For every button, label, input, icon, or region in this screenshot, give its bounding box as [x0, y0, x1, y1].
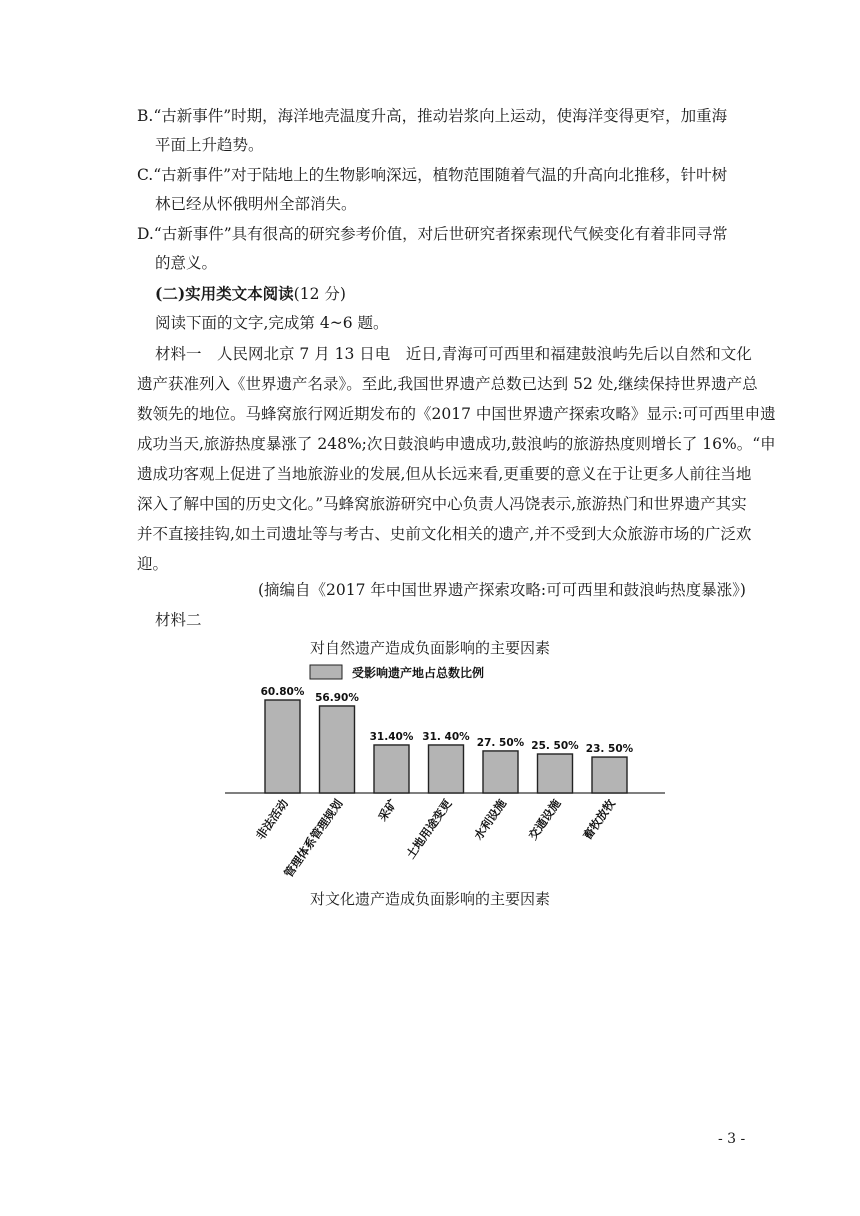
material1-line-6: 深入了解中国的历史文化。”马蜂窝旅游研究中心负责人冯饶表示,旅游热门和世界遗产其实: [137, 495, 747, 513]
bar: [592, 757, 627, 793]
data-label: 56.90%: [315, 691, 359, 704]
option-c-line-2: 林已经从怀俄明州全部消失。: [155, 195, 357, 213]
material1-line-4: 成功当天,旅游热度暴涨了 248%;次日鼓浪屿申遗成功,鼓浪屿的旅游热度则增长了 16%。“申: [137, 435, 776, 453]
data-label: 31.40%: [369, 730, 414, 743]
data-label: 25. 50%: [531, 739, 579, 752]
category-label: 畜牧放牧: [580, 796, 618, 843]
bar: [483, 751, 518, 793]
bar: [374, 745, 409, 793]
option-b-line-1: B.“古新事件”时期，海洋地壳温度升高，推动岩浆向上运动，使海洋变得更窄，加重海: [137, 107, 728, 125]
bar: [538, 754, 573, 793]
option-d-line-2: 的意义。: [155, 254, 218, 272]
category-label: 土地用途变更: [403, 796, 455, 862]
option-d-line-1: D.“古新事件”具有很高的研究参考价值，对后世研究者探索现代气候变化有着非同寻常: [137, 225, 728, 243]
data-label: 23. 50%: [585, 743, 634, 756]
material1-line-2: 遗产获准列入《世界遗产名录》。至此,我国世界遗产总数已达到 52 处,继续保持世界遗产总: [137, 375, 758, 393]
section-heading-text: (二)实用类文本阅读: [155, 284, 294, 303]
data-label: 60.80%: [260, 686, 305, 698]
section-heading: [155, 284, 346, 304]
option-b-line-2: 平面上升趋势。: [155, 136, 264, 154]
category-label: 采矿: [375, 796, 400, 824]
material1-line-7: 并不直接挂钩,如土司遗址等与考古、史前文化相关的遗产,并不受到大众旅游市场的广泛欢: [137, 525, 752, 543]
legend-swatch: [310, 665, 342, 679]
instruction-text: 阅读下面的文字,完成第 4~6 题。: [155, 314, 389, 332]
chart1-title: 对自然遗产造成负面影响的主要因素: [309, 639, 550, 657]
chart2-title: 对文化遗产造成负面影响的主要因素: [309, 890, 550, 908]
legend-label: 受影响遗产地占总数比例: [352, 666, 485, 680]
option-c-line-1: C.“古新事件”对于陆地上的生物影响深远，植物范围随着气温的升高向北推移，针叶树: [137, 166, 728, 184]
bar-chart: [220, 660, 670, 890]
source-citation: (摘编自《2017 年中国世界遗产探索攻略:可可西里和鼓浪屿热度暴涨》): [258, 581, 746, 599]
category-label: 水利设施: [471, 796, 509, 843]
page-number: - 3 -: [718, 1131, 746, 1147]
bar: [265, 700, 300, 793]
data-label: 27. 50%: [476, 736, 525, 749]
material1-line-5: 遗成功客观上促进了当地旅游业的发展,但从长远来看,更重要的意义在于让更多人前往当地: [137, 465, 752, 483]
category-label: 交通设施: [525, 796, 564, 843]
material1-line-1: 材料一 人民网北京 7 月 13 日电 近日,青海可可西里和福建鼓浪屿先后以自然和文化: [155, 345, 752, 363]
bar: [320, 706, 355, 793]
section-score: (12 分): [293, 285, 346, 303]
data-label: 31. 40%: [422, 730, 470, 743]
material1-line-8: 迎。: [137, 555, 169, 573]
bar: [429, 745, 464, 793]
material2-label: 材料二: [155, 611, 202, 629]
category-label: 非法活动: [253, 796, 291, 843]
category-label: 管理体系管理规划: [281, 796, 346, 881]
material1-line-3: 数领先的地位。马蜂窝旅行网近期发布的《2017 中国世界遗产探索攻略》显示:可可西里申遗: [137, 405, 776, 423]
